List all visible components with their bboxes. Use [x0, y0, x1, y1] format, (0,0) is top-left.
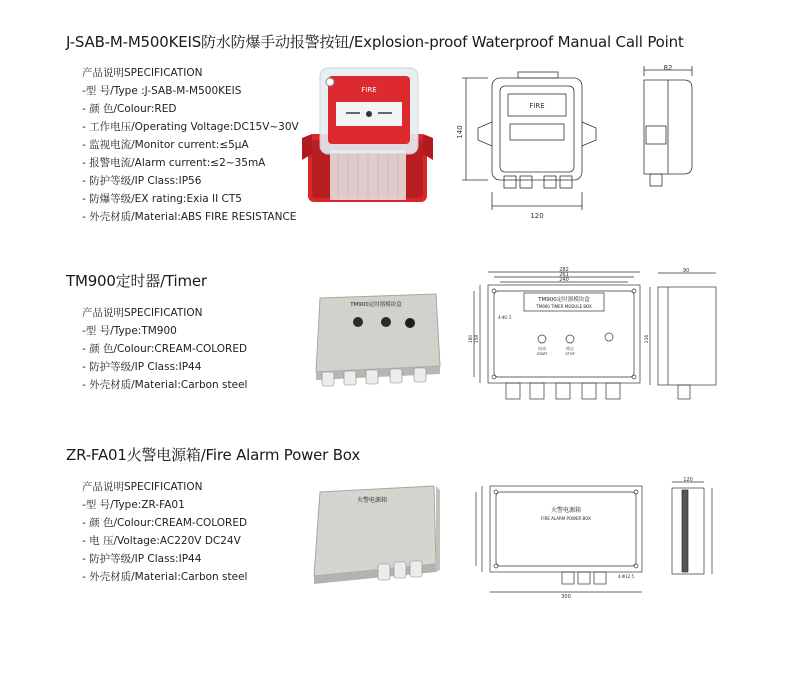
dim-w3: 240: [559, 277, 569, 283]
dim-w1: 282: [559, 267, 569, 273]
btn-stop-cn: 停止: [566, 346, 574, 351]
spec-row: - 防护等级/IP Class:IP56: [82, 175, 202, 187]
drawing-label-cn: 火警电源箱: [550, 507, 582, 514]
dim-h1: 180: [469, 334, 474, 344]
spec-row: -型 号/Type:ZR-FA01: [82, 499, 185, 511]
timer-box-photo: [310, 292, 446, 392]
dim-side: 82: [663, 64, 673, 72]
dim-width: 300: [561, 594, 571, 600]
power-box-photo: [310, 484, 440, 594]
spec-row: - 报警电流/Alarm current:≤2~35mA: [82, 157, 266, 169]
btn-start-cn: 启动: [538, 346, 546, 351]
spec-heading: 产品说明SPECIFICATION: [82, 307, 203, 319]
spec-heading: 产品说明SPECIFICATION: [82, 67, 203, 79]
drawing-label-cn: TM900定时器模块盒: [538, 297, 590, 303]
spec-row: - 颜 色/Colour:CREAM-COLORED: [82, 343, 248, 355]
timer-box-drawing: [464, 267, 724, 415]
spec-list-power-box: [82, 478, 247, 586]
spec-row: -型 号/Type:TM900: [82, 325, 177, 337]
spec-list-call-point: [82, 64, 299, 226]
photo-timer-label: TM900定时器模块盒: [350, 302, 402, 308]
spec-row: - 外壳材质/Material:Carbon steel: [82, 571, 248, 583]
photo-power-label: 火警电源箱: [356, 497, 388, 504]
spec-list-timer: [82, 304, 247, 394]
photo-fire-text: FIRE: [361, 86, 377, 94]
btn-start-en: START: [536, 352, 548, 356]
hole-spec: 4-Φ2.5: [498, 315, 512, 320]
dim-width: 120: [530, 212, 544, 220]
dim-h2: 158: [475, 334, 480, 344]
dim-side: 90: [682, 268, 690, 274]
spec-row: - 颜 色/Colour:RED: [82, 103, 177, 115]
spec-row: - 颜 色/Colour:CREAM-COLORED: [82, 517, 248, 529]
spec-row: - 外壳材质/Material:Carbon steel: [82, 379, 248, 391]
spec-row: - 外壳材质/Material:ABS FIRE RESISTANCE: [82, 211, 297, 223]
spec-heading: 产品说明SPECIFICATION: [82, 481, 203, 493]
dim-height: 140: [456, 125, 464, 139]
drawing-label-en: TM900 TIMER MODULE BOX: [536, 304, 592, 309]
dim-w2: 261: [559, 272, 569, 278]
spec-row: - 防护等级/IP Class:IP44: [82, 553, 202, 565]
call-point-photo: [300, 64, 435, 206]
dim-side: 120: [683, 477, 693, 483]
drawing-fire-label: FIRE: [529, 102, 545, 110]
spec-row: - 电 压/Voltage:AC220V DC24V: [82, 535, 241, 547]
call-point-drawing: [458, 66, 708, 226]
drawing-label-en: FIRE ALARM POWER BOX: [541, 516, 591, 521]
section-title-call-point: J-SAB-M-M500KEIS防水防爆手动报警按钮/Explosion-proof Waterproof Manual Call Point: [66, 33, 684, 51]
power-box-drawing: [466, 477, 726, 600]
hole-spec: 4-Φ12.5: [618, 574, 635, 579]
spec-row: - 监视电流/Monitor current:≤5μA: [82, 139, 249, 151]
dim-h3: 216: [645, 334, 650, 344]
spec-row: - 防护等级/IP Class:IP44: [82, 361, 202, 373]
spec-row: - 工作电压/Operating Voltage:DC15V~30V: [82, 121, 299, 133]
btn-stop-en: STOP: [565, 352, 575, 356]
spec-row: - 防爆等级/EX rating:Exia II CT5: [82, 193, 242, 205]
spec-row: -型 号/Type :J-SAB-M-M500KEIS: [82, 85, 242, 97]
section-title-power-box: ZR-FA01火警电源箱/Fire Alarm Power Box: [66, 446, 361, 464]
section-title-timer: TM900定时器/Timer: [66, 272, 207, 290]
